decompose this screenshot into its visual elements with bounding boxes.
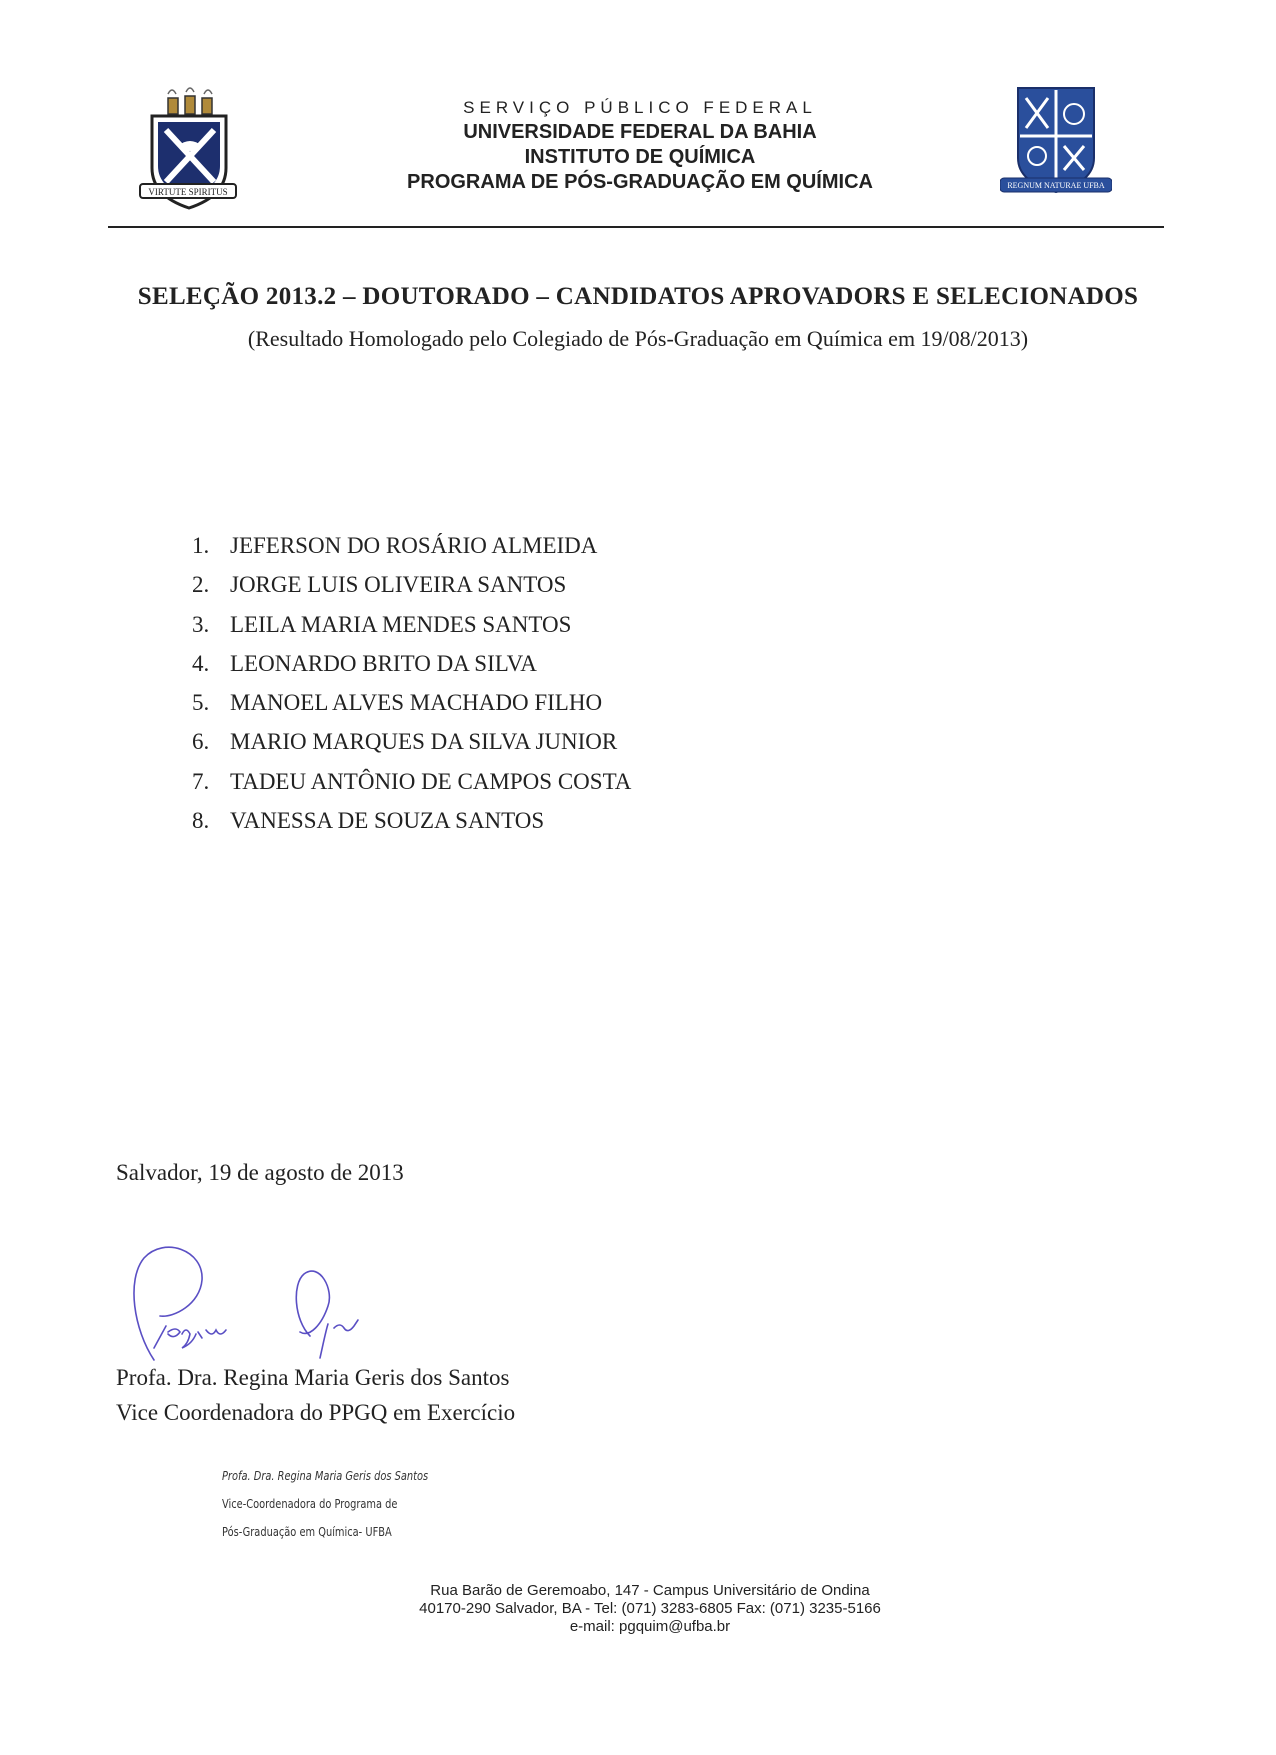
candidate-name: JEFERSON DO ROSÁRIO ALMEIDA bbox=[230, 533, 598, 558]
item-number: 2. bbox=[192, 572, 210, 598]
list-item bbox=[192, 762, 631, 801]
ufba-crest-logo bbox=[138, 86, 238, 218]
footer-contact bbox=[300, 1582, 1000, 1636]
official-stamp bbox=[222, 1462, 428, 1546]
item-number: 7. bbox=[192, 768, 210, 794]
candidate-name: LEILA MARIA MENDES SANTOS bbox=[230, 611, 572, 637]
candidate-name: MANOEL ALVES MACHADO FILHO bbox=[230, 690, 603, 716]
header-divider bbox=[108, 226, 1164, 228]
footer-city-phone: 40170-290 Salvador, BA - Tel: (071) 3283-6805 Fax: (071) 3235-5166 bbox=[419, 1600, 881, 1617]
page-title: SELEÇÃO 2013.2 – DOUTORADO – CANDIDATOS APROVADORS E SELECIONADOS bbox=[137, 283, 1139, 310]
candidate-name: MARIO MARQUES DA SILVA JUNIOR bbox=[230, 729, 618, 755]
institute-crest-logo bbox=[1000, 84, 1112, 202]
list-item bbox=[192, 683, 631, 722]
stamp-line-1: Profa. Dra. Regina Maria Geris dos Santos bbox=[222, 1469, 429, 1483]
list-item bbox=[192, 605, 631, 644]
date-line: Salvador, 19 de agosto de 2013 bbox=[116, 1160, 404, 1185]
service-label: SERVIÇO PÚBLICO FEDERAL bbox=[463, 98, 817, 117]
list-item bbox=[192, 526, 631, 565]
university-name: UNIVERSIDADE FEDERAL DA BAHIA bbox=[463, 121, 817, 143]
signatory-role: Vice Coordenadora do PPGQ em Exercício bbox=[116, 1400, 516, 1425]
candidate-list bbox=[192, 526, 631, 840]
program-name: PROGRAMA DE PÓS-GRADUAÇÃO EM QUÍMICA bbox=[407, 171, 873, 193]
item-number: 1. bbox=[192, 533, 210, 558]
item-number: 3. bbox=[192, 611, 210, 637]
item-number: 5. bbox=[192, 690, 210, 716]
torch-icons bbox=[168, 88, 212, 114]
signatory-block bbox=[116, 1360, 515, 1430]
header-block bbox=[320, 98, 960, 195]
page-subtitle: (Resultado Homologado pelo Colegiado de Pós-Graduação em Química em 19/08/2013) bbox=[247, 326, 1029, 351]
list-item bbox=[192, 722, 631, 761]
candidate-name: TADEU ANTÔNIO DE CAMPOS COSTA bbox=[230, 768, 632, 794]
institute-name: INSTITUTO DE QUÍMICA bbox=[524, 146, 756, 168]
item-number: 8. bbox=[192, 808, 210, 834]
candidate-name: VANESSA DE SOUZA SANTOS bbox=[230, 808, 545, 834]
signatory-name: Profa. Dra. Regina Maria Geris dos Santos bbox=[116, 1365, 510, 1390]
crest-motto: VIRTUTE SPIRITUS bbox=[148, 187, 228, 197]
footer-address: Rua Barão de Geremoabo, 147 - Campus Universitário de Ondina bbox=[430, 1582, 870, 1599]
item-number: 6. bbox=[192, 729, 210, 755]
list-item bbox=[192, 565, 631, 604]
stamp-line-2: Vice-Coordenadora do Programa de bbox=[222, 1497, 398, 1511]
list-item bbox=[192, 801, 631, 840]
footer-email: e-mail: pgquim@ufba.br bbox=[569, 1618, 731, 1635]
list-item bbox=[192, 644, 631, 683]
institute-motto: REGNUM NATURAE UFBA bbox=[1007, 181, 1105, 190]
item-number: 4. bbox=[192, 650, 210, 676]
handwritten-signature bbox=[124, 1240, 424, 1370]
candidate-name: JORGE LUIS OLIVEIRA SANTOS bbox=[230, 572, 567, 598]
stamp-line-3: Pós-Graduação em Química- UFBA bbox=[222, 1525, 392, 1539]
candidate-name: LEONARDO BRITO DA SILVA bbox=[230, 650, 537, 676]
